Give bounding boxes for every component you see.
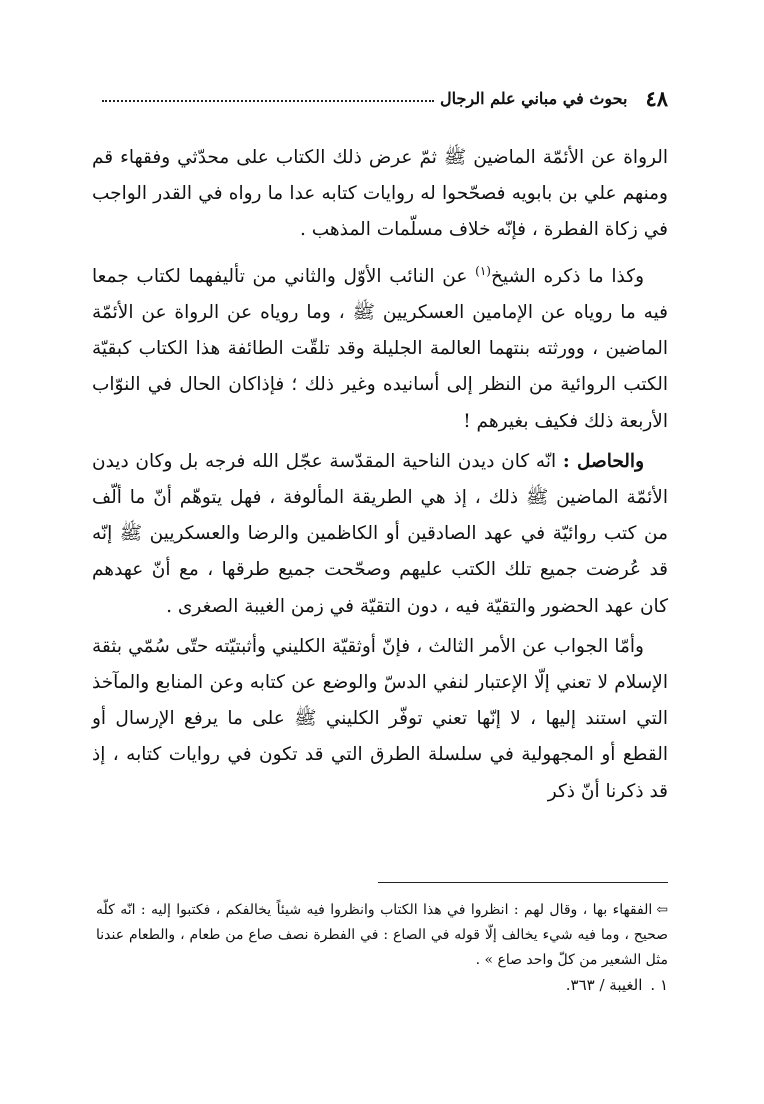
page-number: ٤٨: [645, 85, 668, 111]
paragraph-3-text: انّه كان ديدن الناحية المقدّسة عجّل الله فرجه بل وكان ديدن الأئمّة الماضين ﷺ ذلك ، إذ هي الطريقة المألوفة ، فهل يتوهّم أنّ ما ألّف من كتب روائيّة في عهد الصادقين أو الكاظمين والرضا والعسكريين ﷺ إنّه قد عُرضت جميع تلك الكتب عليهم وصحّحت جميع طرقها ، مع أنّ عهدهم كان عهد الحضور والتقيّة فيه ، دون التقيّة في زمن الغيبة الصغرى .: [92, 450, 668, 617]
footnote-separator: [378, 882, 668, 883]
running-title: بحوث في مباني علم الرجال: [439, 88, 628, 108]
paragraph-3: [92, 444, 668, 625]
footnote-continuation: [96, 898, 668, 973]
header-dotted-leader: [102, 100, 434, 102]
continuation-arrow-icon: ⇦: [656, 902, 668, 918]
footnote-1: [96, 973, 668, 998]
paragraph-2-start: وكذا ما ذكره الشيخ: [490, 265, 645, 287]
paragraph-4: وأمّا الجواب عن الأمر الثالث ، فإنّ أوثقيّة الكليني وأثبتيّته حتّى سُمّي بثقة الإسلام لا تعني إلّا الإعتبار لنفي الدسّ والوضع عن كتابه وعن المنابع والمآخذ التي استند إليها ، لا إنّها تعني توفّر الكليني ﷺ على ما يرفع الإرسال أو القطع أو المجهولية في سلسلة الطرق التي قد تكون في روايات كتابه ، إذ قد ذكرنا أنّ ذكر: [92, 635, 668, 802]
paragraph-3-lead: والحاصل :: [562, 450, 645, 472]
paragraph-1: الرواة عن الأئمّة الماضين ﷺ ثمّ عرض ذلك الكتاب على محدّثي وفقهاء قم ومنهم علي بن بابويه فصحّحوا له روايات كتابه عدا ما رواه في القدر الواجب في زكاة الفطرة ، فإنّه خلاف مسلّمات المذهب .: [92, 147, 668, 241]
footnotes: [96, 898, 668, 998]
footnote-1-text: الغيبة / ٣٦٣.: [565, 976, 643, 994]
footnote-continuation-text: الفقهاء بها ، وقال لهم : انظروا في هذا الكتاب وانظروا فيه شيئاً يخالفكم ، فكتبوا إليه : انّه كلّه صحيح ، وما فيه شيء يخالف إلّا قوله في الصاع : في الفطرة نصف صاع من طعام ، والطعام عندنا مثل الشعير من كلّ واحد صاع » .: [96, 902, 668, 968]
paragraph-2-rest: عن النائب الأوّل والثاني من تأليفهما لكتاب جمعا فيه ما روياه عن الإمامين العسكريين ﷺ ، وما روياه عن الرواة عن الأئمّة الماضين ، وورثته بنتهما العالمة الجليلة وقد تلقّت الطائفة هذا الكتاب كبقيّة الكتب الروائية من النظر إلى أسانيده وغير ذلك ؛ فإذاكان الحال في النوّاب الأربعة ذلك فكيف بغيرهم !: [92, 265, 668, 432]
page-header: [92, 84, 668, 112]
footnote-ref-1: (١): [475, 263, 491, 278]
paragraph-2: [92, 253, 668, 440]
footnote-1-number: ١ .: [650, 976, 668, 994]
main-text: [92, 140, 668, 810]
